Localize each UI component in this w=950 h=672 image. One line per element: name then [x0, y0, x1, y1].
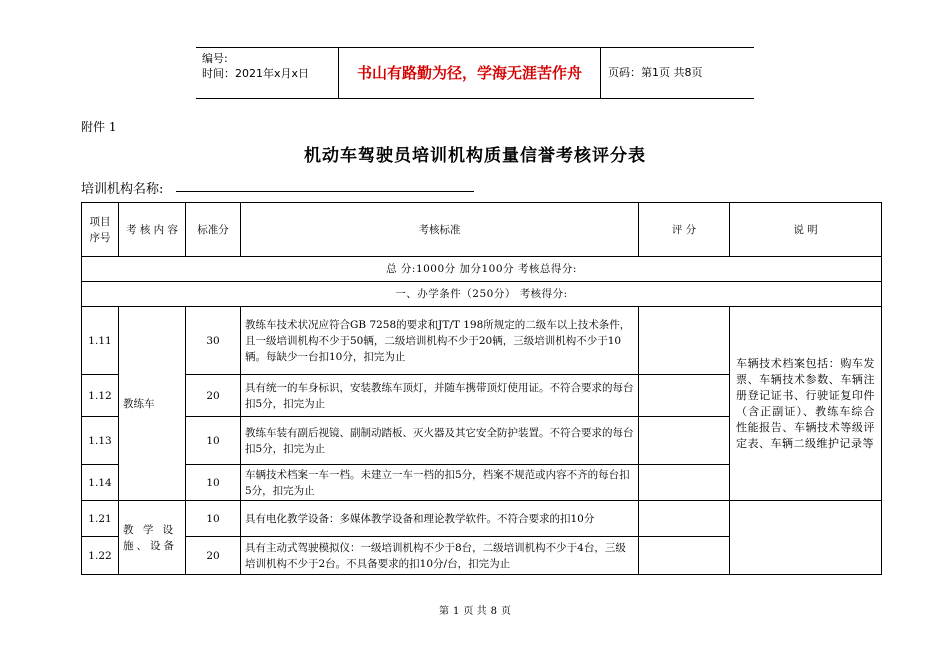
row-number: 1.22: [82, 537, 119, 575]
header-content: 考 核 内 容: [119, 203, 186, 257]
row-criteria: 教练车装有副后视镜、副制动踏板、灭火器及其它安全防护装置。不符合要求的每台扣5分，扣完为止: [241, 417, 639, 465]
row-number: 1.11: [82, 307, 119, 375]
row-rating-cell[interactable]: [639, 537, 730, 575]
row-score: 20: [186, 375, 241, 417]
row-score: 10: [186, 501, 241, 537]
row-score: 10: [186, 417, 241, 465]
document-header: [196, 47, 754, 99]
row-rating-cell[interactable]: [639, 307, 730, 375]
number-label: 编号:: [202, 52, 228, 65]
header-std-score: 标准分: [186, 203, 241, 257]
group-content-facilities: 教 学 设 施、设备: [119, 501, 186, 575]
header-criteria: 考核标准: [241, 203, 639, 257]
section-row: [82, 282, 882, 307]
group-note-vehicle: 车辆技术档案包括：购车发票、车辆技术参数、车辆注册登记证书、行驶证复印件（含正副证）、教练车综合性能报告、车辆技术等级评定表、车辆二级维护记录等: [730, 307, 882, 501]
footer-suffix: 页: [500, 606, 511, 617]
row-score: 10: [186, 465, 241, 501]
group-content-vehicle: 教练车: [119, 307, 186, 501]
row-number: 1.13: [82, 417, 119, 465]
section-title: 一、办学条件（250分） 考核得分:: [82, 282, 882, 307]
row-criteria: 具有统一的车身标识，安装教练车顶灯，并随车携带顶灯使用证。不符合要求的每台扣5分，扣完为止: [241, 375, 639, 417]
header-meta: [202, 51, 334, 81]
header-notes: 说 明: [730, 203, 882, 257]
row-criteria: 具有主动式驾驶模拟仪：一级培训机构不少于8台，二级培训机构不少于4台，三级培训机构不少于2台。不具备要求的扣10分/台，扣完为止: [241, 537, 639, 575]
row-score: 20: [186, 537, 241, 575]
score-table: [81, 202, 882, 575]
row-rating-cell[interactable]: [639, 417, 730, 465]
footer-mid: 页 共: [463, 606, 487, 617]
row-rating-cell[interactable]: [639, 501, 730, 537]
row-criteria: 车辆技术档案一车一档。未建立一车一档的扣5分，档案不规范或内容不齐的每台扣5分，扣完为止: [241, 465, 639, 501]
row-score: 30: [186, 307, 241, 375]
row-rating-cell[interactable]: [639, 375, 730, 417]
header-divider: [600, 48, 601, 98]
header-motto: 书山有路勤为径，学海无涯苦作舟: [356, 64, 582, 82]
row-number: 1.21: [82, 501, 119, 537]
row-criteria: 具有电化教学设备：多媒体教学设备和理论教学软件。不符合要求的扣10分: [241, 501, 639, 537]
header-page-label: 页码：第1页 共8页: [608, 66, 703, 79]
total-score-text: 总 分:1000分 加分100分 考核总得分:: [82, 257, 882, 282]
org-name-label: 培训机构名称:: [81, 182, 164, 197]
header-item-no: 项目序号: [82, 203, 119, 257]
page-footer: [0, 602, 950, 617]
time-label: 时间：2021年x月x日: [202, 67, 310, 80]
row-rating-cell[interactable]: [639, 465, 730, 501]
footer-current-page: 1: [453, 606, 460, 617]
org-name-blank-line: [176, 191, 474, 192]
table-row: [82, 307, 882, 375]
header-rating: 评 分: [639, 203, 730, 257]
row-criteria: 教练车技术状况应符合GB 7258的要求和JT/T 198所规定的二级车以上技术条件，且一级培训机构不少于50辆，二级培训机构不少于20辆，三级培训机构不少于10辆。每缺少一台扣10分，扣完为止: [241, 307, 639, 375]
group-note-facilities: [730, 501, 882, 575]
footer-total-pages: 8: [490, 606, 497, 617]
total-row: [82, 257, 882, 282]
attachment-label: 附件 1: [81, 120, 117, 134]
table-row: [82, 501, 882, 537]
row-number: 1.12: [82, 375, 119, 417]
footer-prefix: 第: [439, 606, 450, 617]
table-header-row: [82, 203, 882, 257]
row-number: 1.14: [82, 465, 119, 501]
page-title: 机动车驾驶员培训机构质量信誉考核评分表: [304, 146, 646, 166]
